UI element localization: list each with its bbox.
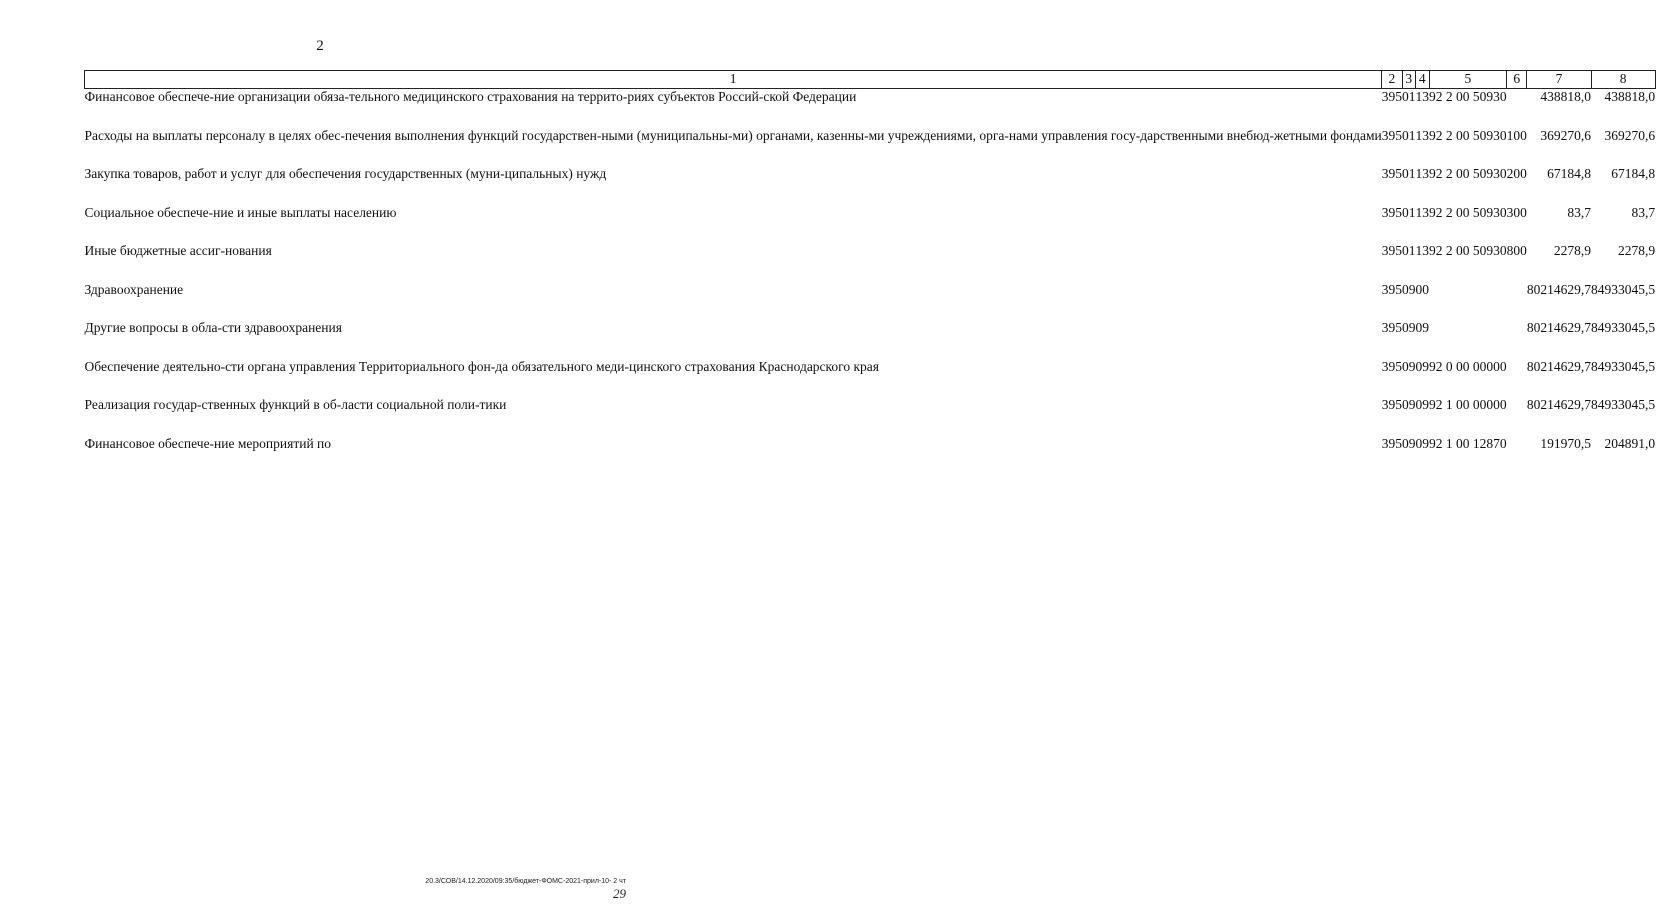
cell-amount-2022: 83,7 — [1631, 204, 1656, 220]
cell-section: 09 — [1402, 358, 1416, 374]
cell-subsection: 13 — [1415, 127, 1430, 143]
cell-amount-2021: 67184,8 — [1547, 166, 1592, 181]
table-body — [85, 89, 1656, 453]
cell-target-code: 92 2 00 50930 — [1429, 89, 1507, 104]
row-name: Иные бюджетные ассиг-нования — [84, 243, 272, 258]
cell-expense-type — [1507, 320, 1527, 337]
cell-expense-type — [1507, 397, 1527, 414]
cell-subsection: 00 — [1415, 281, 1430, 297]
document-footer: 20.3/СОВ/14.12.2020/09:35/бюджет-ФОМС-2021-прил-10- 2 чт — [425, 878, 626, 885]
cell-amount-2021: 80214629,7 — [1526, 281, 1592, 297]
page-number: 2 — [316, 38, 324, 54]
table-row — [85, 436, 1656, 453]
cell-section: 01 — [1402, 166, 1416, 181]
header-cell: 5 — [1429, 71, 1507, 89]
cell-section: 01 — [1402, 89, 1416, 104]
table-row — [85, 397, 1656, 414]
row-name: Закупка товаров, работ и услуг для обеспечения государственных (муни-ципальных) нужд — [84, 166, 607, 181]
cell-section: 09 — [1402, 397, 1416, 412]
cell-admin: 395 — [1381, 243, 1403, 258]
table-row — [85, 128, 1656, 145]
cell-amount-2021: 80214629,7 — [1526, 320, 1592, 335]
cell-expense-type — [1507, 359, 1527, 376]
table-row — [85, 282, 1656, 299]
cell-section: 01 — [1402, 243, 1416, 258]
cell-admin: 395 — [1381, 89, 1403, 104]
cell-target-code: 92 2 00 50930 — [1429, 243, 1507, 258]
cell-amount-2021: 80214629,7 — [1526, 358, 1592, 374]
cell-target-code: 92 2 00 50930 — [1429, 127, 1507, 143]
cell-target-code — [1429, 320, 1507, 337]
cell-target-code: 92 2 00 50930 — [1429, 166, 1507, 181]
cell-subsection: 13 — [1415, 204, 1430, 220]
header-cell: 7 — [1527, 71, 1591, 89]
cell-admin: 395 — [1381, 127, 1403, 143]
table-row — [85, 359, 1656, 376]
header-cell: 3 — [1402, 71, 1416, 89]
cell-amount-2021: 83,7 — [1567, 204, 1592, 220]
cell-amount-2022: 84933045,5 — [1591, 358, 1656, 374]
row-name: Реализация государ-ственных функций в об-ласти социальной поли-тики — [84, 397, 507, 412]
cell-subsection: 09 — [1415, 397, 1430, 412]
row-name: Другие вопросы в обла-сти здравоохранения — [84, 320, 342, 335]
header-cell: 2 — [1382, 71, 1402, 89]
cell-subsection: 13 — [1415, 243, 1430, 258]
cell-admin: 395 — [1381, 435, 1403, 451]
row-name: Финансовое обеспече-ние организации обяза-тельного медицинского страхования на террито-риях субъектов Россий-ской Федерации — [84, 89, 857, 104]
cell-target-code: 92 1 00 12870 — [1429, 435, 1507, 451]
budget-table — [84, 70, 1656, 452]
cell-amount-2022: 204891,0 — [1604, 435, 1656, 451]
cell-admin: 395 — [1381, 320, 1403, 335]
row-name: Социальное обеспече-ние и иные выплаты населению — [84, 204, 397, 220]
cell-subsection: 09 — [1415, 320, 1430, 335]
cell-target-code: 92 0 00 00000 — [1429, 358, 1507, 374]
cell-admin: 395 — [1381, 281, 1403, 297]
cell-admin: 395 — [1381, 397, 1403, 412]
row-name: Расходы на выплаты персоналу в целях обес-печения выполнения функций государствен-ными (муниципальны-ми) органами, казенны-ми учреждениями, орга-нами управления госу-дарственными внебюд-жетными фондами — [84, 127, 1382, 143]
cell-section: 09 — [1402, 281, 1416, 297]
cell-expense-type: 800 — [1506, 243, 1527, 258]
cell-section: 01 — [1402, 127, 1416, 143]
cell-target-code: 92 1 00 00000 — [1429, 397, 1507, 412]
cell-amount-2021: 438818,0 — [1540, 89, 1592, 104]
cell-section: 09 — [1402, 320, 1416, 335]
header-cell: 8 — [1591, 71, 1655, 89]
cell-amount-2022: 84933045,5 — [1591, 281, 1656, 297]
cell-amount-2022: 369270,6 — [1604, 127, 1656, 143]
cell-subsection: 09 — [1415, 435, 1430, 451]
cell-admin: 395 — [1381, 166, 1403, 181]
cell-admin: 395 — [1381, 204, 1403, 220]
cell-amount-2021: 2278,9 — [1553, 243, 1592, 258]
header-cell: 1 — [85, 71, 1382, 89]
cell-amount-2022: 84933045,5 — [1591, 320, 1656, 335]
cell-expense-type — [1507, 282, 1527, 299]
cell-section: 01 — [1402, 204, 1416, 220]
header-cell: 6 — [1507, 71, 1527, 89]
cell-expense-type: 300 — [1506, 204, 1527, 220]
cell-target-code — [1429, 282, 1507, 299]
cell-expense-type — [1507, 89, 1527, 106]
table-row — [85, 320, 1656, 337]
table-row — [85, 243, 1656, 260]
cell-subsection: 13 — [1415, 89, 1430, 104]
cell-expense-type: 200 — [1506, 166, 1527, 181]
cell-amount-2021: 191970,5 — [1540, 435, 1592, 451]
cell-amount-2021: 369270,6 — [1540, 127, 1592, 143]
cell-subsection: 09 — [1415, 358, 1430, 374]
cell-target-code: 92 2 00 50930 — [1429, 204, 1507, 220]
cell-amount-2022: 67184,8 — [1611, 166, 1656, 181]
cell-subsection: 13 — [1415, 166, 1430, 181]
table-row — [85, 166, 1656, 183]
table-row — [85, 89, 1656, 106]
cell-expense-type: 100 — [1506, 127, 1527, 143]
cell-amount-2021: 80214629,7 — [1526, 397, 1592, 412]
handwritten-page-note: 29 — [613, 886, 626, 901]
row-name: Здравоохранение — [84, 281, 184, 297]
cell-amount-2022: 438818,0 — [1604, 89, 1656, 104]
cell-amount-2022: 84933045,5 — [1591, 397, 1656, 412]
row-name: Обеспечение деятельно-сти органа управления Территориального фон-да обязательного меди-цинского страхования Краснодарского края — [84, 358, 880, 374]
row-name: Финансовое обеспече-ние мероприятий по — [84, 435, 332, 451]
cell-admin: 395 — [1381, 358, 1403, 374]
cell-section: 09 — [1402, 435, 1416, 451]
table-header-row — [85, 71, 1656, 89]
cell-expense-type — [1507, 436, 1527, 453]
table-row — [85, 205, 1656, 222]
cell-amount-2022: 2278,9 — [1618, 243, 1656, 258]
header-cell: 4 — [1416, 71, 1430, 89]
